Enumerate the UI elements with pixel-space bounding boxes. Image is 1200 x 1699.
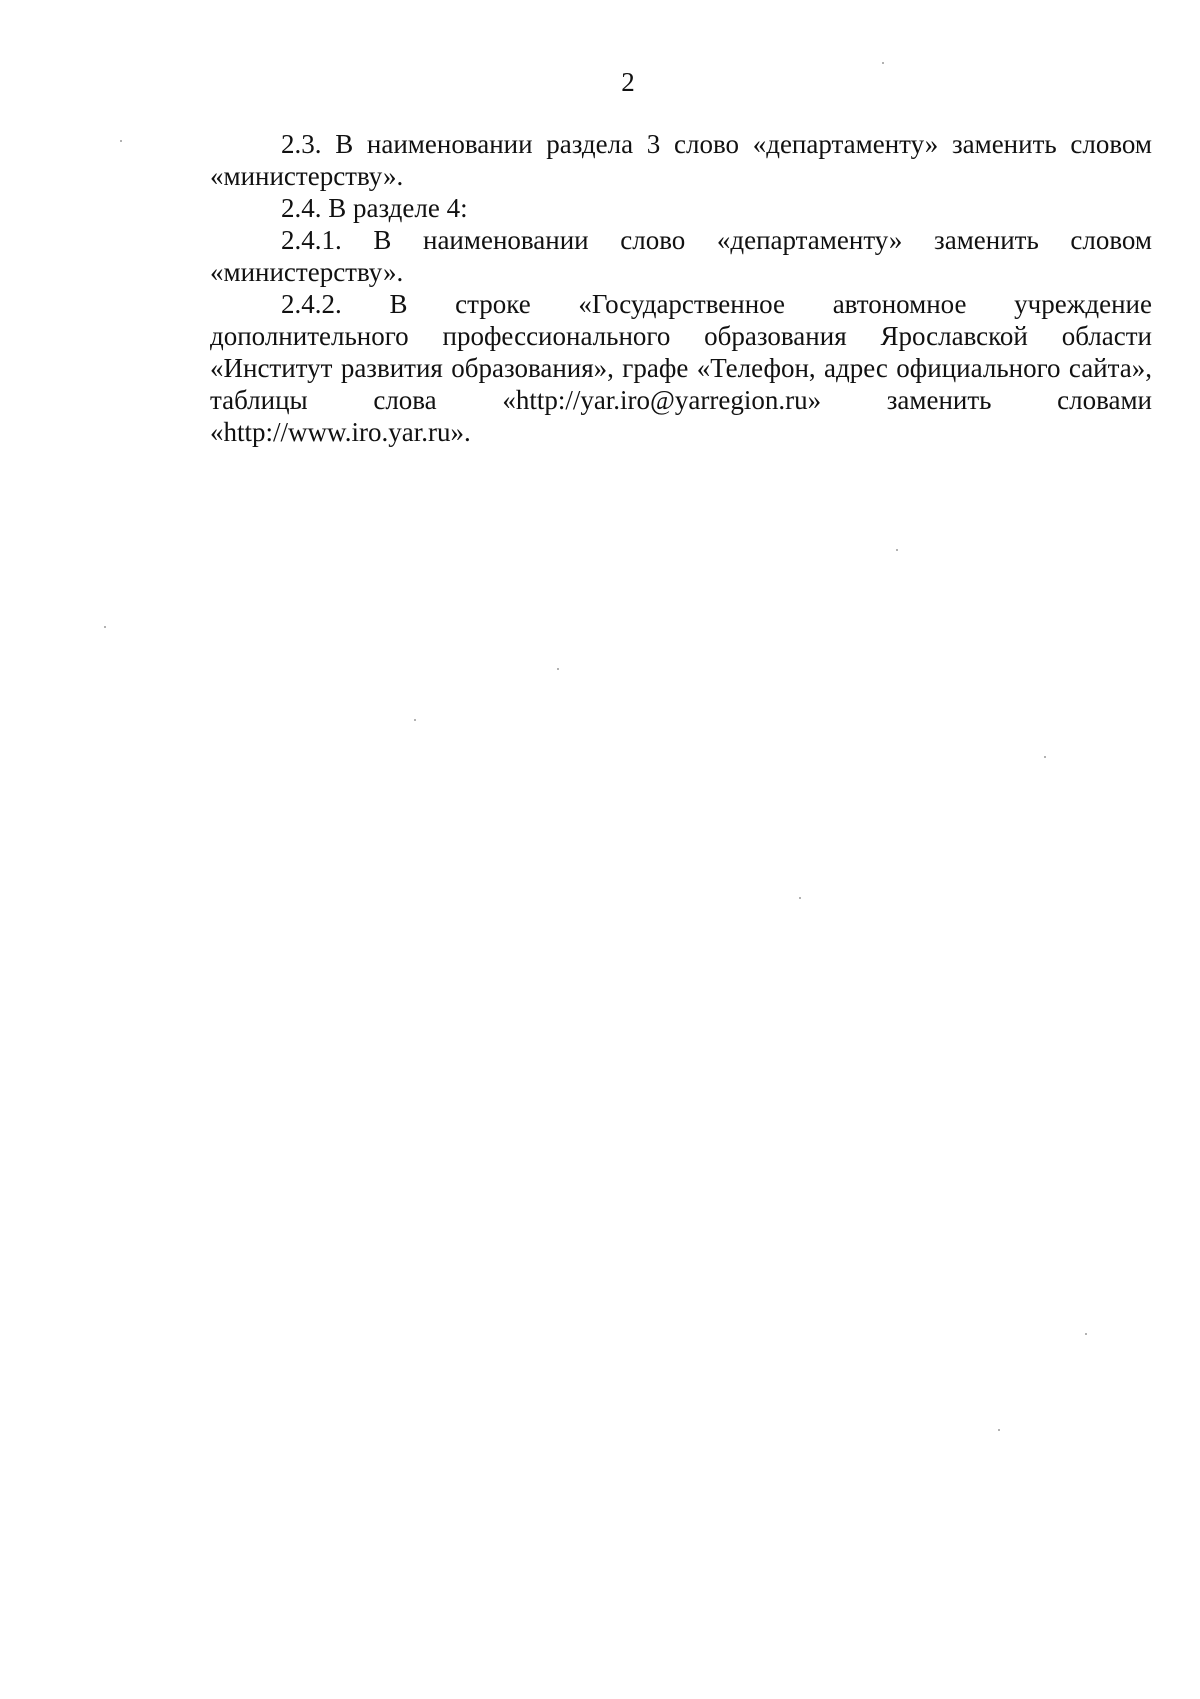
page-number: 2: [621, 67, 635, 97]
scan-speck: [799, 897, 801, 899]
scan-speck: [882, 62, 884, 64]
scan-speck: [896, 549, 898, 551]
paragraph-2-4-2: 2.4.2. В строке «Государственное автономное учреждение дополнительного профессионального образования Ярославской области «Институт развития образования», графе «Телефон, адрес официального сайта», таблицы слова «http://yar.iro@yarregion.ru» заменить словами «http://www.iro.yar.ru».: [210, 289, 1152, 447]
scan-speck: [104, 626, 106, 628]
paragraph-2-4-1: 2.4.1. В наименовании слово «департаменту» заменить словом «министерству».: [210, 225, 1152, 287]
paragraph-2-3: 2.3. В наименовании раздела 3 слово «департаменту» заменить словом «министерству».: [210, 129, 1152, 191]
scan-speck: [1085, 1333, 1087, 1335]
scan-speck: [1044, 756, 1046, 758]
paragraph-2-4: 2.4. В разделе 4:: [281, 193, 468, 223]
scan-speck: [998, 1429, 1000, 1431]
scan-speck: [414, 719, 416, 721]
scan-speck: [557, 668, 559, 670]
scan-speck: [120, 140, 122, 142]
document-body: [210, 128, 1152, 448]
